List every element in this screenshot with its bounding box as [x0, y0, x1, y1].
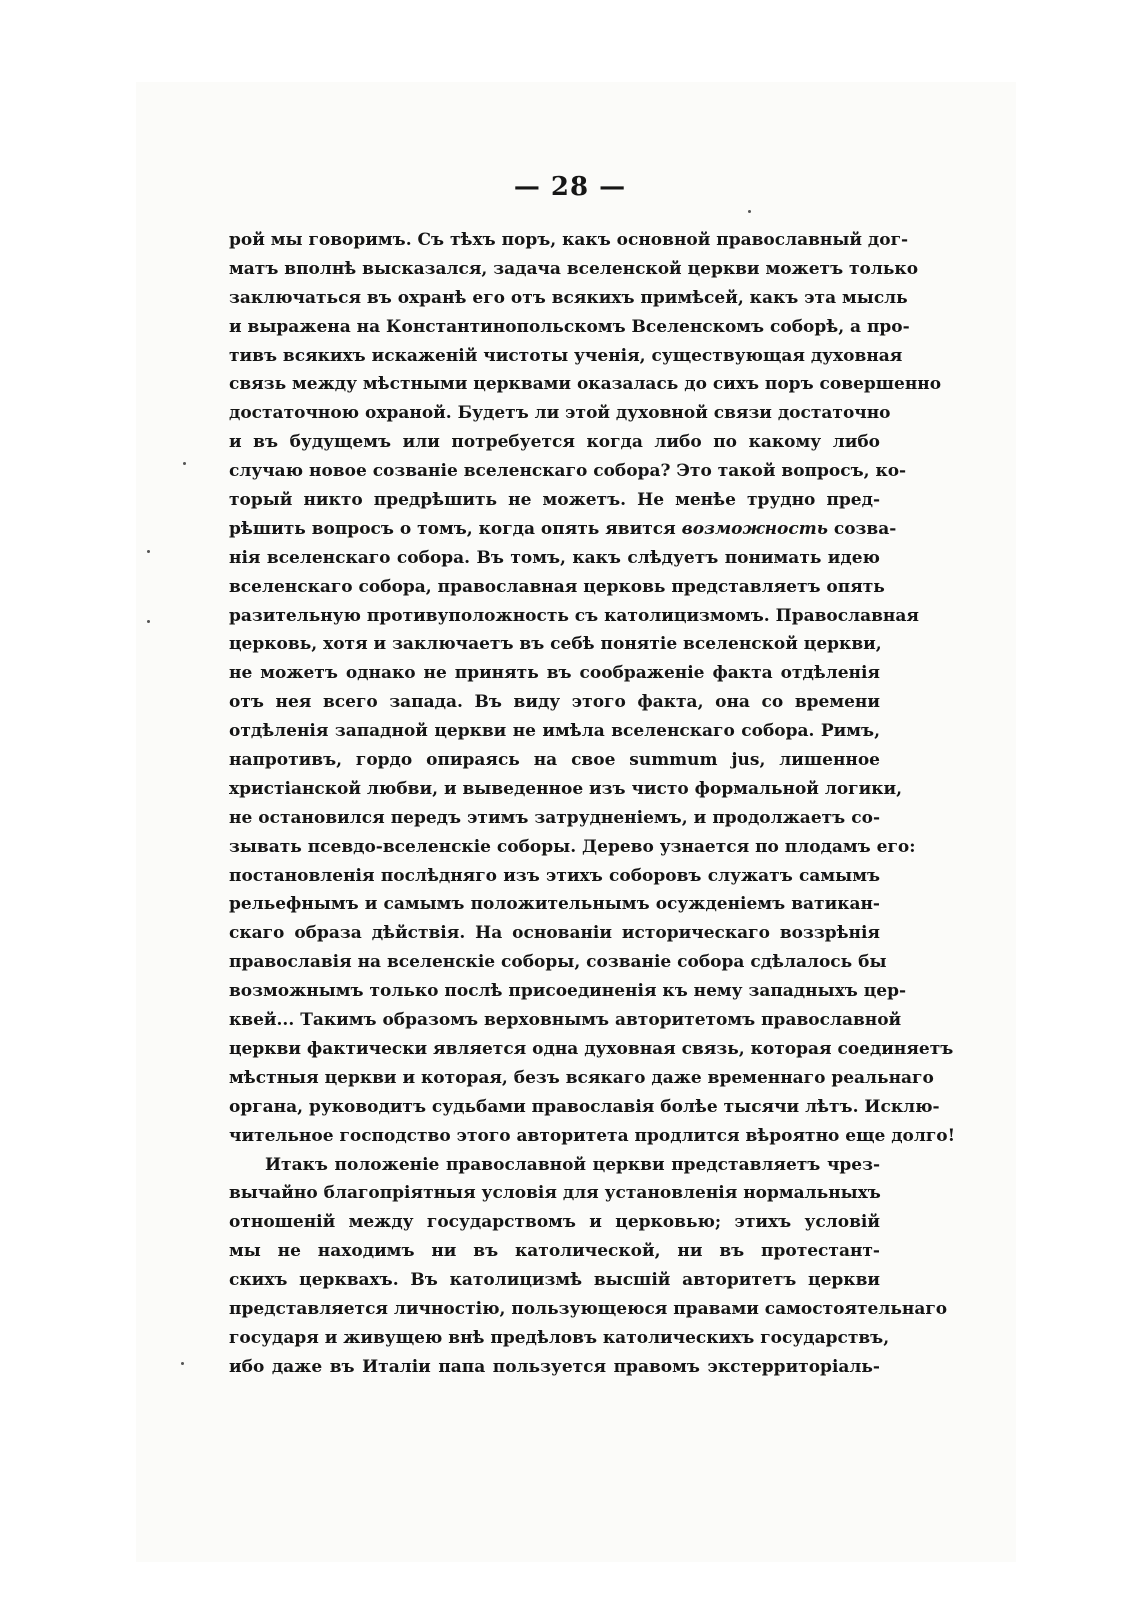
- text-line: не можетъ однако не принять въ соображеніе факта отдѣленія: [229, 663, 880, 684]
- text-line: заключаться въ охранѣ его отъ всякихъ примѣсей, какъ эта мысль: [229, 287, 908, 308]
- scan-speck: [748, 210, 751, 213]
- scan-speck: [147, 550, 150, 553]
- text-line: рельефнымъ и самымъ положительнымъ осужденіемъ ватикан-: [229, 894, 880, 915]
- text-line: Итакъ положеніе православной церкви представляетъ чрез-: [265, 1154, 880, 1175]
- text-line: органа, руководитъ судьбами православія болѣе тысячи лѣтъ. Исклю-: [229, 1096, 940, 1117]
- text-line: скаго образа дѣйствія. На основаніи историческаго воззрѣнія: [229, 923, 880, 944]
- text-line: вселенскаго собора, православная церковь представляетъ опять: [229, 576, 885, 597]
- text-line: отдѣленія западной церкви не имѣла вселенскаго собора. Римъ,: [229, 721, 880, 742]
- text-line: мѣстныя церкви и которая, безъ всякаго даже временнаго реальнаго: [229, 1067, 934, 1088]
- text-line: матъ вполнѣ высказался, задача вселенской церкви можетъ только: [229, 258, 919, 279]
- text-line: не остановился передъ этимъ затрудненіемъ, и продолжаетъ со-: [229, 807, 880, 828]
- text-line: государя и живущею внѣ предѣловъ католическихъ государствъ,: [229, 1327, 890, 1348]
- text-line: торый никто предрѣшить не можетъ. Не менѣе трудно пред-: [229, 490, 880, 511]
- text-line: церковь, хотя и заключаетъ въ себѣ понятіе вселенской церкви,: [229, 634, 882, 655]
- text-line: и выражена на Константинопольскомъ Вселенскомъ соборѣ, а про-: [229, 316, 910, 337]
- text-line: мы не находимъ ни въ католической, ни въ протестант-: [229, 1241, 880, 1262]
- text-line: нія вселенскаго собора. Въ томъ, какъ слѣдуетъ понимать идею: [229, 547, 880, 568]
- text-line: христіанской любви, и выведенное изъ чисто формальной логики,: [229, 778, 902, 799]
- scan-speck: [181, 1362, 184, 1365]
- text-line: связь между мѣстными церквами оказалась до сихъ поръ совершенно: [229, 374, 942, 395]
- text-line: скихъ церквахъ. Въ католицизмѣ высшій авторитетъ церкви: [229, 1270, 880, 1291]
- text-line: случаю новое созваніе вселенскаго собора? Это такой вопросъ, ко-: [229, 461, 907, 482]
- emphasized-word: возможность: [681, 518, 828, 539]
- text-line: чительное господство этого авторитета продлится вѣроятно еще долго!: [229, 1125, 956, 1146]
- text-segment: рѣшить вопросъ о томъ, когда опять явится: [229, 518, 682, 539]
- text-line: отъ нея всего запада. Въ виду этого факта, она со времени: [229, 692, 880, 713]
- scan-speck: [183, 462, 186, 465]
- text-line: достаточною охраной. Будетъ ли этой духовной связи достаточно: [229, 403, 891, 424]
- text-segment: созва-: [827, 518, 897, 539]
- text-line: зывать псевдо-вселенскіе соборы. Дерево узнается по плодамъ его:: [229, 836, 916, 857]
- text-line: тивъ всякихъ искаженій чистоты ученія, существующая духовная: [229, 345, 903, 366]
- text-line: рой мы говоримъ. Съ тѣхъ поръ, какъ основной православный дог-: [229, 230, 909, 250]
- text-line: и въ будущемъ или потребуется когда либо по какому либо: [229, 432, 880, 453]
- text-line: отношеній между государствомъ и церковью; этихъ условій: [229, 1212, 880, 1233]
- text-line: [229, 515, 897, 544]
- scan-speck: [147, 620, 150, 623]
- text-line: ибо даже въ Италіи папа пользуется правомъ экстерриторіаль-: [229, 1356, 880, 1377]
- text-line: возможнымъ только послѣ присоединенія къ нему западныхъ цер-: [229, 981, 907, 1002]
- text-line: разительную противуположность съ католицизмомъ. Православная: [229, 605, 919, 626]
- text-line: напротивъ, гордо опираясь на свое summum jus, лишенное: [229, 750, 880, 771]
- text-line: церкви фактически является одна духовная связь, которая соединяетъ: [229, 1038, 954, 1059]
- body-text: [229, 226, 956, 1382]
- text-line: православія на вселенскіе соборы, созваніе собора сдѣлалось бы: [229, 952, 887, 973]
- text-line: постановленія послѣдняго изъ этихъ соборовъ служатъ самымъ: [229, 865, 880, 886]
- text-line: квей... Такимъ образомъ верховнымъ авторитетомъ православной: [229, 1010, 902, 1031]
- text-line: представляется личностію, пользующеюся правами самостоятельнаго: [229, 1298, 948, 1319]
- page-number: — 28 —: [513, 172, 627, 202]
- text-line: вычайно благопріятныя условія для установленія нормальныхъ: [229, 1183, 881, 1204]
